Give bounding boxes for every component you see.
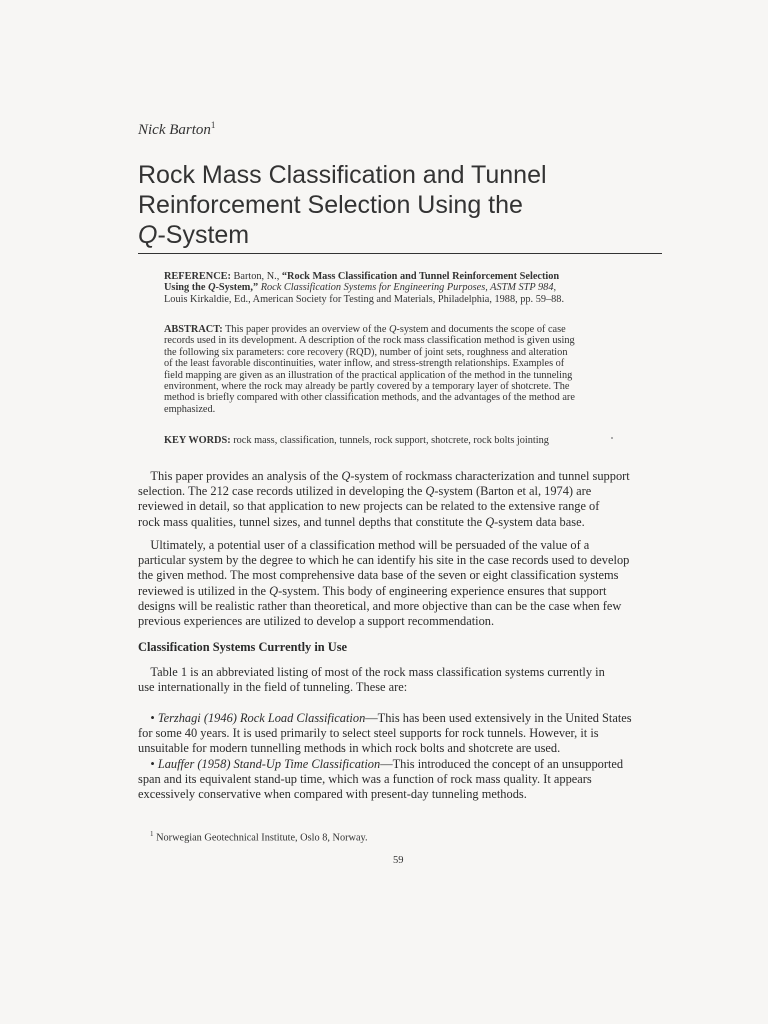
p2-line-5: designs will be realistic rather than theoretical, and more objective than can be the case when few xyxy=(138,598,622,613)
paper-title xyxy=(138,160,658,250)
reference-title-mid: Using the xyxy=(164,282,209,294)
title-line-1: Rock Mass Classification and Tunnel xyxy=(138,161,547,189)
reference-title-start: “Rock Mass Classification and Tunnel Reinforcement Selection xyxy=(281,271,560,282)
p1-l4-b: -system data base. xyxy=(494,514,585,529)
title-rule xyxy=(138,253,662,254)
keywords-text: rock mass, classification, tunnels, rock support, shotcrete, rock bolts jointing xyxy=(230,435,549,446)
reference-authors: Barton, N., xyxy=(233,271,282,282)
page-number: 59 xyxy=(393,855,404,866)
title-system: -System xyxy=(157,221,250,249)
p5-bullet: • xyxy=(150,757,158,771)
author-footnote-mark: 1 xyxy=(210,120,216,130)
abstract-line-6: environment, where the rock may already be partly covered by a temporary layer of shotcrete. The xyxy=(164,381,570,393)
p1-l4-a: rock mass qualities, tunnel sizes, and tunnel depths that constitute the xyxy=(138,514,486,529)
p3-line-2: use internationally in the field of tunneling. These are: xyxy=(138,680,408,695)
p5-line-3: excessively conservative when compared with present-day tunneling methods. xyxy=(138,787,527,802)
p4-bullet: • xyxy=(150,711,158,725)
bullet-terzaghi xyxy=(138,711,662,757)
p5-l1-italic: Lauffer (1958) Stand-Up Time Classification xyxy=(157,757,381,771)
title-q: Q xyxy=(138,221,158,249)
p2-l4-q: Q xyxy=(269,583,279,598)
bullet-lauffer xyxy=(138,757,662,803)
title-line-2: Reinforcement Selection Using the xyxy=(138,191,523,219)
p2-l4-b: -system. This body of engineering experience ensures that support xyxy=(278,583,607,598)
p4-l1-b: —This has been used extensively in the United States xyxy=(365,711,632,725)
scan-speck xyxy=(611,437,613,439)
p3-line-1 xyxy=(138,665,662,680)
reference-title-q: Q xyxy=(208,282,216,294)
abstract-text-a: This paper provides an overview of the xyxy=(222,324,389,335)
p1-l2-b: -system (Barton et al, 1974) are xyxy=(434,484,592,499)
p1-l1-b: -system of rockmass characterization and tunnel support xyxy=(350,469,630,483)
p1-line-3: reviewed in detail, so that application to new projects can be related to the extensive range of xyxy=(138,499,600,514)
p3-l1: Table 1 is an abbreviated listing of most of the rock mass classification systems currently in xyxy=(150,665,605,679)
section-heading: Classification Systems Currently in Use xyxy=(138,640,348,654)
reference-title-end: -System,” xyxy=(215,282,259,294)
p1-l2-a: selection. The 212 case records utilized in developing the xyxy=(138,484,426,499)
author-line xyxy=(138,120,215,139)
abstract-block xyxy=(164,324,644,415)
abstract-q: Q xyxy=(388,324,397,335)
abstract-line-3: the following six parameters: core recovery (RQD), number of joint sets, roughness and alteration xyxy=(164,346,568,358)
author-name: Nick Barton xyxy=(138,122,211,138)
intro-paragraph-2 xyxy=(138,538,662,629)
keywords-label: KEY WORDS: xyxy=(164,435,231,446)
abstract-line-4: of the least favorable discontinuities, water inflow, and stress-strength relationships. Examples of xyxy=(164,358,565,370)
abstract-label: ABSTRACT: xyxy=(164,324,223,335)
abstract-text-b: -system and documents the scope of case xyxy=(396,324,566,335)
abstract-line-8: emphasized. xyxy=(164,403,216,415)
section-paragraph-1 xyxy=(138,665,662,695)
p2-l4-a: reviewed is utilized in the xyxy=(138,583,270,598)
p5-line-2: span and its equivalent stand-up time, which was a function of rock mass quality. It appears xyxy=(138,772,592,787)
reference-line-2 xyxy=(164,282,644,293)
p2-l1: Ultimately, a potential user of a classification method will be persuaded of the value of a xyxy=(150,538,590,552)
p1-l2-q: Q xyxy=(425,484,435,499)
p1-l4-q: Q xyxy=(485,514,495,529)
p4-line-3: unsuitable for modern tunnelling methods in which rock bolts and shotcrete are used. xyxy=(138,741,561,756)
footnote xyxy=(150,830,368,843)
p5-line-1 xyxy=(138,757,662,772)
p2-line-3: the given method. The most comprehensive data base of the seven or eight classification systems xyxy=(138,568,619,583)
reference-label: REFERENCE: xyxy=(164,271,231,282)
p1-line-1 xyxy=(138,469,662,484)
p1-line-2 xyxy=(138,484,662,499)
footnote-text: Norwegian Geotechnical Institute, Oslo 8, Norway. xyxy=(153,832,368,844)
p2-line-4 xyxy=(138,584,662,599)
p5-l1-b: —This introduced the concept of an unsupported xyxy=(380,757,624,771)
p1-l1-a: This paper provides an analysis of the xyxy=(150,469,342,483)
abstract-line-1 xyxy=(164,324,644,335)
p1-line-4 xyxy=(138,515,662,530)
reference-line-3: Louis Kirkaldie, Ed., American Society for Testing and Materials, Philadelphia, 1988, pp. 59–88. xyxy=(164,293,565,305)
reference-block xyxy=(164,271,644,305)
reference-source: Rock Classification Systems for Engineering Purposes, ASTM STP 984, xyxy=(258,282,557,294)
abstract-line-7: method is briefly compared with other classification methods, and the advantages of the method are xyxy=(164,392,575,404)
keywords-block xyxy=(164,435,644,446)
keywords-line xyxy=(164,435,644,446)
p2-line-1 xyxy=(138,538,662,553)
title-line-3 xyxy=(138,220,658,250)
p2-line-2: particular system by the degree to which he can identify his site in the case records used to develop xyxy=(138,553,630,568)
reference-line-1 xyxy=(164,271,644,282)
abstract-line-2: records used in its development. A description of the rock mass classification method is given using xyxy=(164,335,575,347)
abstract-line-5: field mapping are given as an illustration of the practical application of the method in the tunneling xyxy=(164,369,573,381)
p2-line-6: previous experiences are utilized to develop a support recommendation. xyxy=(138,614,495,629)
p4-line-1 xyxy=(138,711,662,726)
intro-paragraph-1 xyxy=(138,469,662,530)
p4-line-2: for some 40 years. It is used primarily to select steel supports for rock tunnels. However, it is xyxy=(138,726,599,741)
p1-l1-q: Q xyxy=(341,469,351,483)
p4-l1-italic: Terzhagi (1946) Rock Load Classification xyxy=(157,711,366,725)
footnote-mark: 1 xyxy=(150,830,154,838)
